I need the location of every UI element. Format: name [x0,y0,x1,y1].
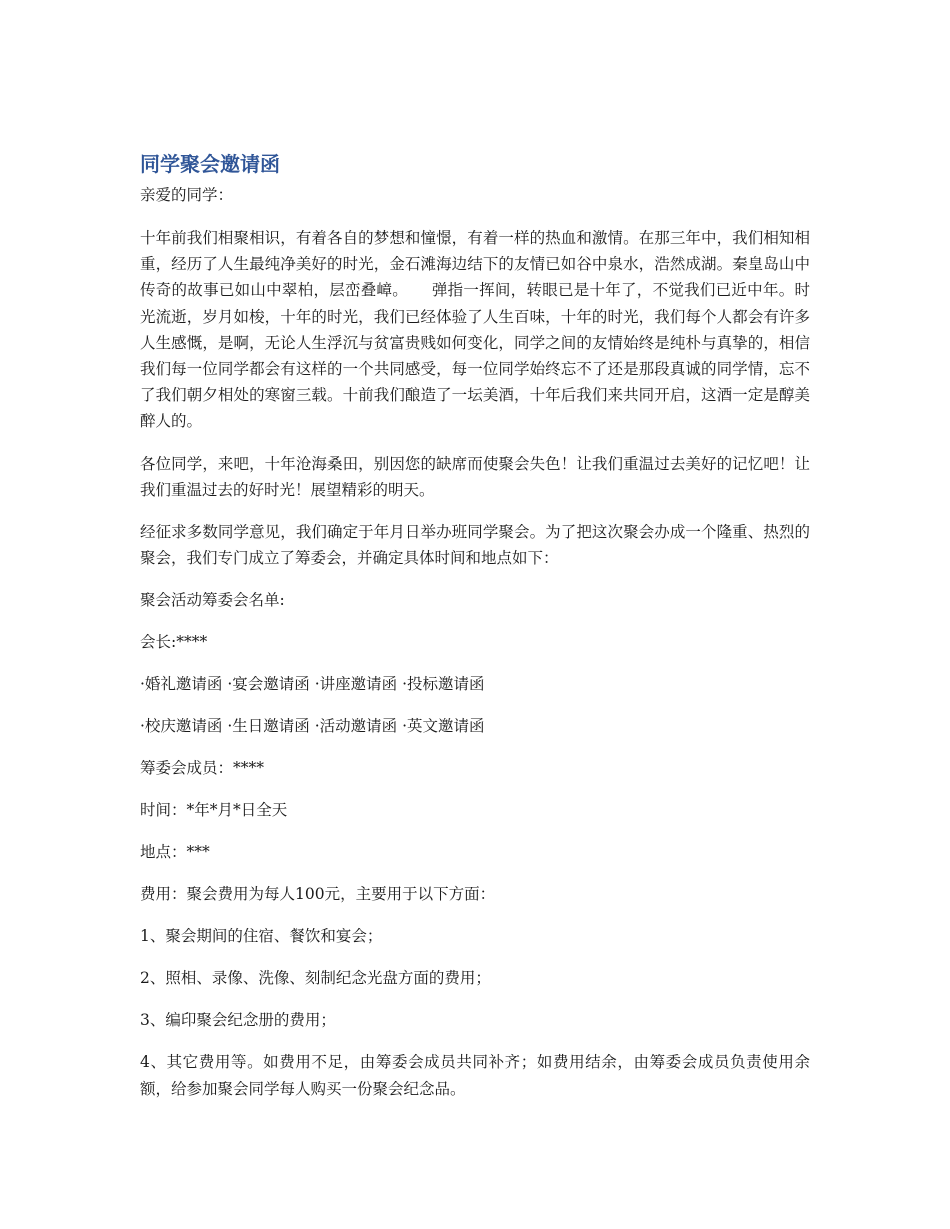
time-line: 时间：*年*月*日全天 [140,801,288,820]
link-english-invitation[interactable]: ·英文邀请函 [402,717,485,736]
paragraph-call-to-join: 各位同学，来吧，十年沧海桑田，别因您的缺席而使聚会失色！让我们重温过去美好的记忆吧！让我们重温过去的好时光！展望精彩的明天。 [140,454,810,499]
paragraph-arrangement: 经征求多数同学意见，我们确定于年月日举办班同学聚会。为了把这次聚会办成一个隆重、热烈的聚会，我们专门成立了筹委会，并确定具体时间和地点如下： [140,523,810,568]
paragraph-memories: 十年前我们相聚相识，有着各自的梦想和憧憬，有着一样的热血和激情。在那三年中，我们相知相重，经历了人生最纯净美好的时光，金石滩海边结下的友情已如谷中泉水，浩然成湖。秦皇岛山中传奇的故事已如山中翠柏，层峦叠嶂。 弹指一挥间，转眼已是十年了，不觉我们已近中年。时光流逝，岁月如梭，十年的时光，我们已经体验了人生百味，十年的时光，我们每个人都会有许多人生感慨，是啊，无论人生浮沉与贫富贵贱如何变化，同学之间的友情始终是纯朴与真挚的，相信我们每一位同学都会有这样的一个共同感受，每一位同学始终忘不了还是那段真诚的同学情，忘不了我们朝夕相处的寒窗三载。十前我们酿造了一坛美酒，十年后我们来共同开启，这酒一定是醇美醉人的。 [140,229,810,431]
document-page [140,150,810,1118]
link-birthday-invitation[interactable]: ·生日邀请函 [227,717,310,736]
related-links-row-2 [140,713,810,739]
fee-item-3: 3、编印聚会纪念册的费用； [140,1011,336,1030]
link-wedding-invitation[interactable]: ·婚礼邀请函 [140,675,223,694]
place-line: 地点：*** [140,843,210,862]
link-lecture-invitation[interactable]: ·讲座邀请函 [314,675,398,694]
greeting-line: 亲爱的同学： [140,186,234,204]
president-line: 会长:**** [140,633,208,652]
document-title: 同学聚会邀请函 [140,152,280,176]
fee-item-4: 4、其它费用等。如费用不足，由筹委会成员共同补齐；如费用结余，由筹委会成员负责使用余额，给参加聚会同学每人购买一份聚会纪念品。 [140,1053,810,1098]
link-bidding-invitation[interactable]: ·投标邀请函 [402,675,485,694]
fee-line: 费用：聚会费用为每人100元，主要用于以下方面： [140,885,496,904]
link-anniversary-invitation[interactable]: ·校庆邀请函 [140,717,223,736]
link-banquet-invitation[interactable]: ·宴会邀请函 [227,675,310,694]
related-links-row-1 [140,671,810,697]
members-line: 筹委会成员：**** [140,759,265,778]
link-event-invitation[interactable]: ·活动邀请函 [314,717,398,736]
fee-item-2: 2、照相、录像、洗像、刻制纪念光盘方面的费用； [140,969,491,988]
fee-item-1: 1、聚会期间的住宿、餐饮和宴会； [140,927,383,946]
committee-heading: 聚会活动筹委会名单: [140,591,285,610]
